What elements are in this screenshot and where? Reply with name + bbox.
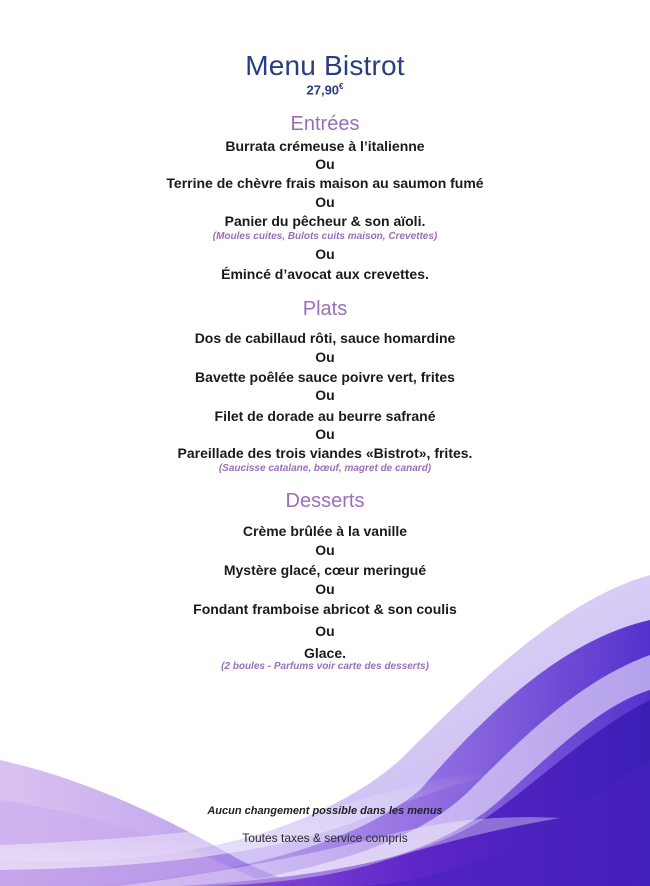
item-note: (2 boules - Parfums voir carte des desserts) xyxy=(221,661,429,672)
price-value: 27,90 xyxy=(306,82,340,98)
separator-ou: Ou xyxy=(315,349,335,365)
separator-ou: Ou xyxy=(315,623,335,639)
section-heading-plats: Plats xyxy=(302,298,348,320)
menu-item: Fondant framboise abricot & son coulis xyxy=(193,601,457,617)
separator-ou: Ou xyxy=(315,426,335,442)
separator-ou: Ou xyxy=(315,542,335,558)
footer-taxes: Toutes taxes & service compris xyxy=(242,831,408,845)
menu-item: Burrata crémeuse à l’italienne xyxy=(225,138,425,154)
separator-ou: Ou xyxy=(315,246,335,262)
menu-item: Terrine de chèvre frais maison au saumon fumé xyxy=(166,175,484,191)
menu-item: Émincé d’avocat aux crevettes. xyxy=(221,266,429,282)
menu-item: Dos de cabillaud rôti, sauce homardine xyxy=(194,330,456,346)
separator-ou: Ou xyxy=(315,156,335,172)
menu-price xyxy=(0,82,650,97)
item-note: (Saucisse catalane, bœuf, magret de canard) xyxy=(218,463,432,474)
menu-item: Pareillade des trois viandes «Bistrot», frites. xyxy=(177,445,473,461)
menu-title: Menu Bistrot xyxy=(245,50,405,81)
price-currency: € xyxy=(339,82,344,91)
menu-item: Mystère glacé, cœur meringué xyxy=(223,562,427,578)
menu-item: Bavette poêlée sauce poivre vert, frites xyxy=(195,369,455,385)
section-heading-entrees: Entrées xyxy=(290,113,360,135)
section-heading-desserts: Desserts xyxy=(285,490,365,512)
menu-item: Panier du pêcheur & son aïoli. xyxy=(224,213,426,229)
menu-item: Crème brûlée à la vanille xyxy=(242,523,408,539)
menu-item: Glace. xyxy=(303,645,347,661)
separator-ou: Ou xyxy=(315,581,335,597)
separator-ou: Ou xyxy=(315,387,335,403)
menu-item: Filet de dorade au beurre safrané xyxy=(214,408,436,424)
item-note: (Moules cuites, Bulots cuits maison, Crevettes) xyxy=(212,231,438,242)
separator-ou: Ou xyxy=(315,194,335,210)
footer-notice: Aucun changement possible dans les menus xyxy=(207,805,443,817)
